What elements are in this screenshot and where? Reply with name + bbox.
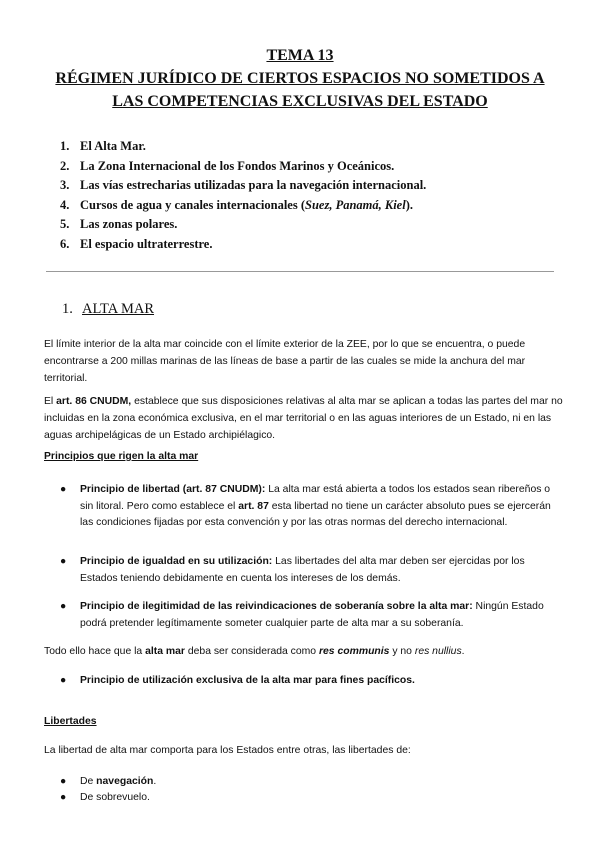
horizontal-divider — [46, 271, 554, 272]
topic-number-title: TEMA 13 — [266, 47, 334, 64]
paragraph-art-86: El art. 86 CNUDM, establece que sus disposiciones relativas al alta mar se aplican a todas las partes del mar no incluidas en la zona económica exclusiva, en el mar territorial o en las aguas interiores de un Estado, ni en las aguas archipelágicas de un Estado archipiélagico. — [44, 396, 563, 441]
toc-item: 1. El Alta Mar. — [60, 139, 146, 153]
toc-item: 5. Las zonas polares. — [60, 217, 178, 231]
paragraph-limite-interior: El límite interior de la alta mar coincide con el límite exterior de la ZEE, por lo que se encuentra, o puede encontrarse a 200 millas marinas de las líneas de base a partir de las cuales se mide la anchura del mar territorial. — [44, 339, 526, 384]
bullet-icon: ● — [60, 556, 67, 567]
freedoms-list — [60, 774, 562, 806]
topic-title-line-1: RÉGIMEN JURÍDICO DE CIERTOS ESPACIOS NO SOMETIDOS A — [55, 70, 545, 87]
principle-ilegitimidad: ● Principio de ilegitimidad de las reivindicaciones de soberanía sobre la alta mar: Ningún Estado podrá pretender legítimamente someter cualquier parte de alta mar a su soberanía. — [60, 601, 544, 629]
bullet-icon: ● — [60, 601, 67, 612]
toc-item: 3. Las vías estrecharias utilizadas para la navegación internacional. — [60, 178, 427, 192]
paragraph-libertades-intro: La libertad de alta mar comporta para los Estados entre otras, las libertades de: — [44, 745, 411, 756]
freedom-sobrevuelo: ● De sobrevuelo. — [60, 790, 562, 806]
bullet-icon: ● — [60, 675, 67, 686]
principle-list — [60, 554, 562, 587]
bullet-icon: ● — [60, 776, 67, 787]
freedom-navegacion: ● De navegación. — [60, 774, 562, 790]
subheading-libertades: Libertades — [44, 716, 97, 727]
table-of-contents — [60, 137, 426, 254]
paragraph-res-communis: Todo ello hace que la alta mar deba ser considerada como res communis y no res nullius. — [44, 646, 465, 657]
bullet-icon: ● — [60, 484, 67, 495]
topic-title-line-2: LAS COMPETENCIAS EXCLUSIVAS DEL ESTADO — [112, 93, 488, 110]
principle-list — [60, 482, 562, 532]
bullet-icon: ● — [60, 792, 67, 803]
principle-libertad: ● Principio de libertad (art. 87 CNUDM): La alta mar está abierta a todos los estados sean ribereños o sin litoral. Pero como establece el art. 87 esta libertad no tiene un carácter absoluto pues se ejercerán las condiciones fijadas por esta convención y por las otras normas del derecho internacional. — [60, 484, 551, 528]
principle-list — [60, 673, 562, 690]
principle-utilizacion-pacifica: ● Principio de utilización exclusiva de la alta mar para fines pacíficos. — [60, 673, 562, 690]
toc-item: 2. La Zona Internacional de los Fondos Marinos y Oceánicos. — [60, 158, 395, 173]
toc-item: 4. Cursos de agua y canales internacionales (Suez, Panamá, Kiel). — [60, 197, 414, 212]
section-heading-alta-mar: 1. ALTA MAR — [62, 301, 155, 317]
principle-list — [60, 599, 562, 632]
toc-item: 6. El espacio ultraterrestre. — [60, 236, 213, 251]
principle-igualdad: ● Principio de igualdad en su utilización: Las libertades del alta mar deben ser ejercidas por los Estados teniendo debidamente en cuenta los intereses de los demás. — [60, 556, 525, 584]
subheading-principios: Principios que rigen la alta mar — [44, 451, 199, 462]
